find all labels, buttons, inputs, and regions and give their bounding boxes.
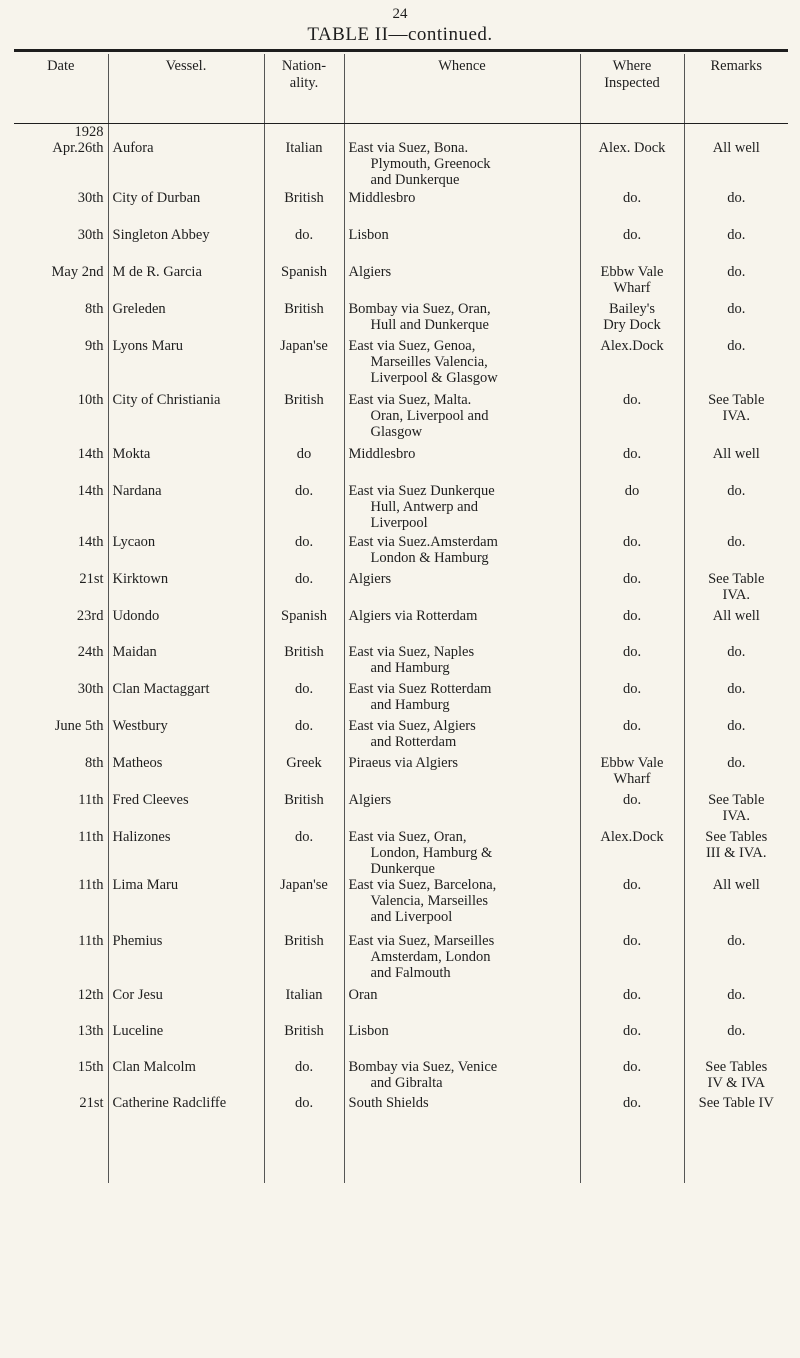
cell-remarks (684, 644, 788, 681)
cell-nationality: do. (264, 1095, 344, 1183)
whence-line: East via Suez, Algiers (348, 718, 476, 734)
cell-date: 14th (77, 483, 104, 499)
inspection-table (14, 54, 788, 1183)
where-line: do. (622, 190, 642, 206)
whence-line: Algiers (348, 792, 392, 808)
cell-remarks (684, 483, 788, 534)
table-row (14, 446, 788, 483)
col-header-where-line1: Where (612, 58, 652, 74)
header-row (14, 54, 788, 124)
remarks-line: do. (727, 264, 746, 280)
whence-line: and Gibralta (370, 1075, 443, 1091)
whence-line: Bombay via Suez, Venice (348, 1059, 498, 1075)
where-line: Ebbw Vale (600, 264, 664, 280)
whence-line: East via Suez, Genoa, (348, 338, 476, 354)
cell-where-inspected (580, 392, 684, 446)
remarks-line: IV & IVA (707, 1075, 765, 1091)
remarks-line: III & IVA. (705, 845, 767, 861)
where-line: do. (622, 933, 642, 949)
table-row (14, 227, 788, 264)
cell-nationality: British (264, 933, 344, 987)
cell-remarks (684, 190, 788, 227)
cell-vessel: Clan Mactaggart (108, 681, 264, 718)
cell-date: 30th (77, 681, 104, 697)
cell-date: 30th (77, 227, 104, 243)
col-header-whence: Whence (344, 54, 580, 124)
table-row (14, 877, 788, 933)
remarks-line: See Table (708, 571, 765, 587)
whence-line: Algiers (348, 264, 392, 280)
table-row (14, 483, 788, 534)
cell-nationality: British (264, 392, 344, 446)
remarks-line: All well (712, 877, 760, 893)
whence-line: and Rotterdam (370, 734, 457, 750)
where-line: Bailey's (608, 301, 656, 317)
cell-nationality: do. (264, 829, 344, 877)
remarks-line: See Tables (705, 1059, 768, 1075)
cell-remarks (684, 1023, 788, 1059)
cell-date: 11th (78, 877, 104, 893)
whence-line: Middlesbro (348, 446, 416, 462)
cell-where-inspected (580, 1059, 684, 1095)
top-rule (14, 49, 788, 52)
table-title: TABLE II—continued. (307, 24, 493, 45)
cell-whence (344, 190, 580, 227)
where-line: do. (622, 571, 642, 587)
table-row (14, 987, 788, 1023)
whence-line: Lisbon (348, 1023, 389, 1039)
cell-date: June 5th (54, 718, 104, 734)
where-line: do. (622, 392, 642, 408)
cell-remarks (684, 718, 788, 755)
cell-date: May 2nd (51, 264, 104, 280)
col-header-vessel: Vessel. (108, 54, 264, 124)
whence-line: Oran (348, 987, 378, 1003)
whence-line: London, Hamburg & (370, 845, 493, 861)
cell-remarks (684, 534, 788, 571)
cell-vessel: Udondo (108, 608, 264, 644)
remarks-line: See Table IV (698, 1095, 774, 1111)
whence-line: East via Suez, Malta. (348, 392, 472, 408)
cell-vessel: Lima Maru (108, 877, 264, 933)
whence-line: East via Suez, Marseilles (348, 933, 495, 949)
cell-remarks (684, 140, 788, 190)
cell-whence (344, 829, 580, 877)
where-line: do. (622, 987, 642, 1003)
cell-date: 9th (84, 338, 104, 354)
whence-line: Glasgow (370, 424, 423, 440)
table-row (14, 392, 788, 446)
whence-line: East via Suez, Bona. (348, 140, 469, 156)
cell-nationality: Spanish (264, 264, 344, 301)
cell-remarks (684, 1095, 788, 1183)
cell-date: 10th (77, 392, 104, 408)
where-line: Wharf (613, 280, 651, 296)
whence-line: Lisbon (348, 227, 389, 243)
col-header-nationality-line2: ality. (289, 75, 319, 91)
where-line: do. (622, 644, 642, 660)
table-row (14, 190, 788, 227)
cell-nationality: Italian (264, 140, 344, 190)
where-line: do. (622, 877, 642, 893)
cell-remarks (684, 1059, 788, 1095)
cell-where-inspected (580, 264, 684, 301)
whence-line: and Hamburg (370, 697, 450, 713)
remarks-line: do. (727, 755, 746, 771)
cell-where-inspected (580, 755, 684, 792)
cell-where-inspected (580, 483, 684, 534)
where-line: do. (622, 792, 642, 808)
whence-line: and Hamburg (370, 660, 450, 676)
cell-where-inspected (580, 301, 684, 338)
whence-line: Amsterdam, London (370, 949, 491, 965)
cell-where-inspected (580, 534, 684, 571)
remarks-line: See Table (708, 392, 765, 408)
cell-remarks (684, 338, 788, 392)
cell-nationality: do (264, 446, 344, 483)
whence-line: Dunkerque (370, 861, 435, 877)
remarks-line: do. (727, 301, 746, 317)
table-row (14, 755, 788, 792)
cell-where-inspected (580, 829, 684, 877)
cell-remarks (684, 877, 788, 933)
cell-where-inspected (580, 227, 684, 264)
table-row (14, 608, 788, 644)
table-row (14, 644, 788, 681)
cell-date: 15th (77, 1059, 104, 1075)
cell-vessel: Mokta (108, 446, 264, 483)
cell-where-inspected (580, 792, 684, 829)
cell-vessel: Westbury (108, 718, 264, 755)
remarks-line: IVA. (722, 408, 751, 424)
cell-nationality: British (264, 190, 344, 227)
cell-where-inspected (580, 1023, 684, 1059)
cell-whence (344, 681, 580, 718)
cell-whence (344, 877, 580, 933)
remarks-line: do. (727, 681, 746, 697)
where-line: do. (622, 534, 642, 550)
col-header-date: Date (14, 54, 108, 124)
remarks-line: do. (727, 227, 746, 243)
cell-whence (344, 755, 580, 792)
remarks-line: do. (727, 987, 746, 1003)
cell-vessel: Lyons Maru (108, 338, 264, 392)
cell-whence (344, 483, 580, 534)
cell-nationality: do. (264, 227, 344, 264)
cell-whence (344, 140, 580, 190)
remarks-line: See Tables (705, 829, 768, 845)
where-line: do. (622, 1095, 642, 1111)
remarks-line: do. (727, 338, 746, 354)
cell-nationality: Greek (264, 755, 344, 792)
cell-remarks (684, 987, 788, 1023)
cell-date: 14th (77, 534, 104, 550)
whence-line: Valencia, Marseilles (370, 893, 489, 909)
where-line: do. (622, 718, 642, 734)
where-line: do. (622, 446, 642, 462)
cell-nationality: do. (264, 681, 344, 718)
cell-vessel: Cor Jesu (108, 987, 264, 1023)
cell-whence (344, 933, 580, 987)
table-row (14, 1023, 788, 1059)
cell-remarks (684, 608, 788, 644)
cell-remarks (684, 681, 788, 718)
page-number: 24 (392, 6, 408, 22)
cell-remarks (684, 264, 788, 301)
cell-vessel: Halizones (108, 829, 264, 877)
whence-line: Plymouth, Greenock (370, 156, 491, 172)
cell-vessel: Clan Malcolm (108, 1059, 264, 1095)
cell-nationality: do. (264, 534, 344, 571)
cell-where-inspected (580, 681, 684, 718)
cell-vessel: M de R. Garcia (108, 264, 264, 301)
cell-vessel: Nardana (108, 483, 264, 534)
cell-whence (344, 718, 580, 755)
cell-remarks (684, 933, 788, 987)
whence-line: Piraeus via Algiers (348, 755, 459, 771)
cell-nationality: do. (264, 483, 344, 534)
cell-date: 24th (77, 644, 104, 660)
table-row (14, 301, 788, 338)
cell-where-inspected (580, 571, 684, 608)
table-row (14, 534, 788, 571)
whence-line: Hull and Dunkerque (370, 317, 489, 333)
remarks-line: do. (727, 483, 746, 499)
cell-remarks (684, 301, 788, 338)
cell-whence (344, 644, 580, 681)
cell-whence (344, 1023, 580, 1059)
cell-vessel: City of Durban (108, 190, 264, 227)
remarks-line: All well (712, 446, 760, 462)
cell-date: 23rd (76, 608, 104, 624)
cell-vessel: Catherine Radcliffe (108, 1095, 264, 1183)
whence-line: Algiers (348, 571, 392, 587)
whence-line: East via Suez, Barcelona, (348, 877, 497, 893)
whence-line: Algiers via Rotterdam (348, 608, 478, 624)
table-row (14, 829, 788, 877)
whence-line: and Falmouth (370, 965, 451, 981)
cell-date: 8th (84, 755, 104, 771)
cell-whence (344, 338, 580, 392)
cell-nationality: Japan'se (264, 877, 344, 933)
col-header-where-line2: Inspected (604, 75, 660, 91)
remarks-line: do. (727, 718, 746, 734)
whence-line: London & Hamburg (370, 550, 489, 566)
cell-remarks (684, 446, 788, 483)
cell-vessel: Matheos (108, 755, 264, 792)
where-line: Ebbw Vale (600, 755, 664, 771)
table-row (14, 1059, 788, 1095)
remarks-line: All well (712, 140, 760, 156)
where-line: do. (622, 681, 642, 697)
cell-where-inspected (580, 718, 684, 755)
cell-date: 14th (77, 446, 104, 462)
cell-nationality: do. (264, 571, 344, 608)
col-header-where (580, 54, 684, 124)
cell-date: 21st (79, 1095, 104, 1111)
whence-line: Oran, Liverpool and (370, 408, 489, 424)
whence-line: and Dunkerque (370, 172, 460, 188)
cell-date: 30th (77, 190, 104, 206)
where-line: Alex.Dock (600, 338, 664, 354)
whence-line: East via Suez, Oran, (348, 829, 467, 845)
cell-whence (344, 534, 580, 571)
cell-vessel: Fred Cleeves (108, 792, 264, 829)
table-row (14, 264, 788, 301)
cell-nationality: Japan'se (264, 338, 344, 392)
cell-vessel: Lycaon (108, 534, 264, 571)
whence-line: East via Suez Dunkerque (348, 483, 495, 499)
cell-where-inspected (580, 644, 684, 681)
cell-whence (344, 792, 580, 829)
table-row (14, 718, 788, 755)
cell-nationality: Italian (264, 987, 344, 1023)
remarks-line: IVA. (722, 808, 751, 824)
year-label: 1928 (74, 124, 104, 140)
cell-whence (344, 301, 580, 338)
cell-remarks (684, 755, 788, 792)
whence-line: Liverpool (370, 515, 428, 531)
cell-whence (344, 1095, 580, 1183)
cell-nationality: Spanish (264, 608, 344, 644)
table-row (14, 1095, 788, 1183)
cell-where-inspected (580, 338, 684, 392)
cell-vessel: Maidan (108, 644, 264, 681)
remarks-line: do. (727, 933, 746, 949)
cell-date: 21st (79, 571, 104, 587)
year-row (14, 124, 788, 141)
cell-whence (344, 608, 580, 644)
cell-nationality: British (264, 644, 344, 681)
cell-where-inspected (580, 190, 684, 227)
where-line: do. (622, 1023, 642, 1039)
col-header-nationality (264, 54, 344, 124)
whence-line: Liverpool & Glasgow (370, 370, 498, 386)
where-line: Dry Dock (603, 317, 661, 333)
cell-where-inspected (580, 987, 684, 1023)
cell-where-inspected (580, 140, 684, 190)
table-row (14, 933, 788, 987)
cell-date: 11th (78, 829, 104, 845)
remarks-line: IVA. (722, 587, 751, 603)
whence-line: Middlesbro (348, 190, 416, 206)
where-line: Alex. Dock (598, 140, 666, 156)
cell-whence (344, 392, 580, 446)
cell-vessel: Singleton Abbey (108, 227, 264, 264)
whence-line: East via Suez.Amsterdam (348, 534, 498, 550)
whence-line: and Liverpool (370, 909, 453, 925)
whence-line: Bombay via Suez, Oran, (348, 301, 491, 317)
cell-date: 13th (77, 1023, 104, 1039)
whence-line: Marseilles Valencia, (370, 354, 488, 370)
whence-line: South Shields (348, 1095, 429, 1111)
remarks-line: do. (727, 1023, 746, 1039)
cell-vessel: Kirktown (108, 571, 264, 608)
remarks-line: do. (727, 644, 746, 660)
where-line: do. (622, 1059, 642, 1075)
cell-whence (344, 227, 580, 264)
table-row (14, 571, 788, 608)
table-row (14, 338, 788, 392)
whence-line: Hull, Antwerp and (370, 499, 479, 515)
where-line: do (624, 483, 640, 499)
remarks-line: do. (727, 190, 746, 206)
cell-where-inspected (580, 608, 684, 644)
cell-where-inspected (580, 933, 684, 987)
cell-remarks (684, 792, 788, 829)
cell-nationality: British (264, 1023, 344, 1059)
table-row (14, 681, 788, 718)
cell-vessel: City of Christiania (108, 392, 264, 446)
cell-vessel: Greleden (108, 301, 264, 338)
cell-whence (344, 571, 580, 608)
cell-date: 12th (77, 987, 104, 1003)
where-line: Wharf (613, 771, 651, 787)
cell-nationality: do. (264, 1059, 344, 1095)
cell-remarks (684, 227, 788, 264)
cell-date: 11th (78, 792, 104, 808)
remarks-line: do. (727, 534, 746, 550)
cell-where-inspected (580, 877, 684, 933)
cell-where-inspected (580, 446, 684, 483)
whence-line: East via Suez Rotterdam (348, 681, 492, 697)
cell-whence (344, 264, 580, 301)
cell-vessel: Luceline (108, 1023, 264, 1059)
cell-remarks (684, 571, 788, 608)
cell-remarks (684, 392, 788, 446)
table-row (14, 140, 788, 190)
whence-line: East via Suez, Naples (348, 644, 475, 660)
cell-vessel: Phemius (108, 933, 264, 987)
cell-whence (344, 1059, 580, 1095)
where-line: Alex.Dock (600, 829, 664, 845)
cell-remarks (684, 829, 788, 877)
cell-nationality: do. (264, 718, 344, 755)
remarks-line: See Table (708, 792, 765, 808)
cell-where-inspected (580, 1095, 684, 1183)
remarks-line: All well (712, 608, 760, 624)
cell-date: 8th (84, 301, 104, 317)
col-header-remarks: Remarks (684, 54, 788, 124)
cell-date: 11th (78, 933, 104, 949)
table-row (14, 792, 788, 829)
where-line: do. (622, 227, 642, 243)
cell-date: Apr.26th (52, 140, 104, 156)
cell-whence (344, 987, 580, 1023)
cell-nationality: British (264, 301, 344, 338)
col-header-nationality-line1: Nation- (281, 58, 327, 74)
cell-vessel: Aufora (108, 140, 264, 190)
cell-nationality: British (264, 792, 344, 829)
cell-whence (344, 446, 580, 483)
where-line: do. (622, 608, 642, 624)
